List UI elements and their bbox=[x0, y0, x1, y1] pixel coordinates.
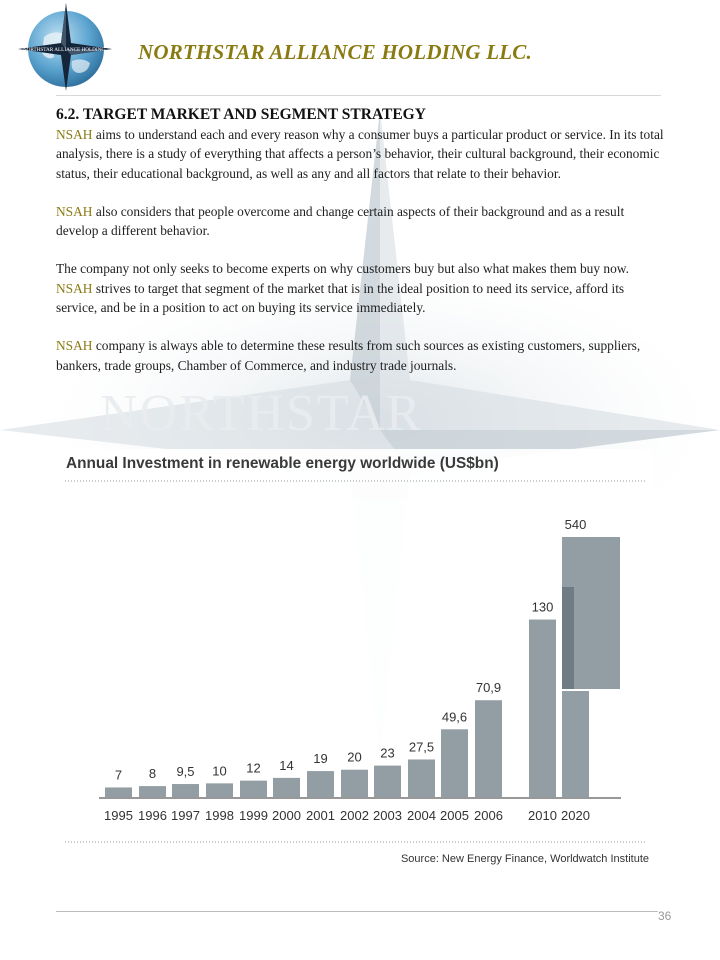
paragraph-text: strives to target that segment of the market that is in the ideal position to need its service, afford its service, and be in a position to act on buying its service immediately. bbox=[56, 280, 625, 316]
x-tick-label: 2002 bbox=[340, 808, 369, 823]
x-tick-label: 2006 bbox=[474, 808, 503, 823]
bar-2001 bbox=[307, 771, 334, 797]
paragraph-1 bbox=[56, 125, 664, 183]
header-divider bbox=[56, 95, 661, 96]
bar-value-label: 130 bbox=[531, 599, 554, 615]
bar-chart bbox=[55, 449, 653, 875]
bar-1996 bbox=[139, 786, 166, 797]
axis-break-gap bbox=[562, 689, 589, 691]
bar-value-label: 70,9 bbox=[475, 680, 502, 696]
brand-name: NSAH bbox=[56, 338, 93, 354]
bar-value-label: 9,5 bbox=[176, 764, 195, 780]
x-tick-label: 1995 bbox=[104, 808, 133, 823]
chart-title: Annual Investment in renewable energy worldwide (US$bn) bbox=[66, 455, 499, 472]
investment-chart bbox=[55, 449, 653, 875]
x-tick-label: 2004 bbox=[407, 808, 436, 823]
bar-2005 bbox=[441, 729, 468, 797]
bar-2006 bbox=[475, 700, 502, 797]
x-tick-label: 2000 bbox=[272, 808, 301, 823]
bar-value-label: 27,5 bbox=[408, 739, 435, 755]
bar-value-label: 19 bbox=[313, 751, 328, 767]
x-tick-label: 2010 bbox=[528, 808, 557, 823]
bar-1998 bbox=[206, 783, 233, 797]
axis-break-panel bbox=[574, 537, 620, 689]
bar-2004 bbox=[408, 759, 435, 797]
bar-value-label: 49,6 bbox=[441, 709, 468, 725]
paragraph-text: The company not only seeks to become experts on why customers buy but also what makes them buy now. bbox=[56, 261, 629, 277]
chart-source: Source: New Energy Finance, Worldwatch Institute bbox=[400, 853, 649, 865]
company-logo bbox=[14, 3, 112, 91]
logo-text: NORTHSTAR ALLIANCE HOLDING bbox=[22, 47, 106, 53]
section-heading: 6.2. TARGET MARKET AND SEGMENT STRATEGY bbox=[56, 106, 426, 123]
bar-2010 bbox=[529, 620, 556, 797]
brand-name: NSAH bbox=[56, 280, 93, 296]
x-tick-label: 2020 bbox=[561, 808, 590, 823]
bar-1999 bbox=[240, 781, 267, 797]
x-tick-label: 1998 bbox=[205, 808, 234, 823]
company-title: NORTHSTAR ALLIANCE HOLDING LLC. bbox=[138, 40, 532, 64]
paragraph-3 bbox=[56, 259, 664, 317]
brand-name: NSAH bbox=[56, 127, 93, 142]
page-number: 36 bbox=[658, 909, 672, 923]
footer-divider bbox=[56, 911, 658, 912]
x-tick-label: 1996 bbox=[138, 808, 167, 823]
x-tick-label: 2003 bbox=[373, 808, 402, 823]
paragraph-text: aims to understand each and every reason why a consumer buys a particular product or service. In its total analysis, there is a study of everything that affects a person’s behavior, their cultural background, their economic status, their educational background, as well as any and all factors that relate to their behavior. bbox=[56, 127, 664, 181]
bar-1997 bbox=[172, 784, 199, 797]
bar-value-label: 23 bbox=[380, 745, 395, 761]
paragraph-text: company is always able to determine these results from such sources as existing customers, suppliers, bankers, trade groups, Chamber of Commerce, and industry trade journals. bbox=[56, 338, 641, 373]
bar-value-label: 540 bbox=[564, 517, 587, 532]
bar-2000 bbox=[273, 778, 300, 797]
bar-2002 bbox=[341, 770, 368, 797]
bar-value-label: 14 bbox=[279, 757, 294, 773]
x-tick-label: 1999 bbox=[239, 808, 268, 823]
bar-value-label: 20 bbox=[347, 749, 362, 765]
brand-name: NSAH bbox=[56, 203, 93, 219]
paragraph-2 bbox=[56, 202, 664, 241]
watermark-text: NORTHSTAR bbox=[100, 385, 423, 442]
bar-value-label: 10 bbox=[212, 763, 227, 779]
bar-value-label: 8 bbox=[148, 766, 157, 782]
bar-value-label: 7 bbox=[114, 767, 123, 783]
bar-value-label: 12 bbox=[246, 760, 261, 776]
x-tick-label: 2005 bbox=[440, 808, 469, 823]
section-content bbox=[56, 106, 664, 394]
x-tick-label: 2001 bbox=[306, 808, 335, 823]
bar-1995 bbox=[105, 787, 132, 797]
x-tick-label: 1997 bbox=[171, 808, 200, 823]
paragraph-text: also considers that people overcome and change certain aspects of their background and as a result develop a different behavior. bbox=[56, 203, 625, 239]
bar-2003 bbox=[374, 766, 401, 797]
paragraph-4 bbox=[56, 336, 664, 375]
